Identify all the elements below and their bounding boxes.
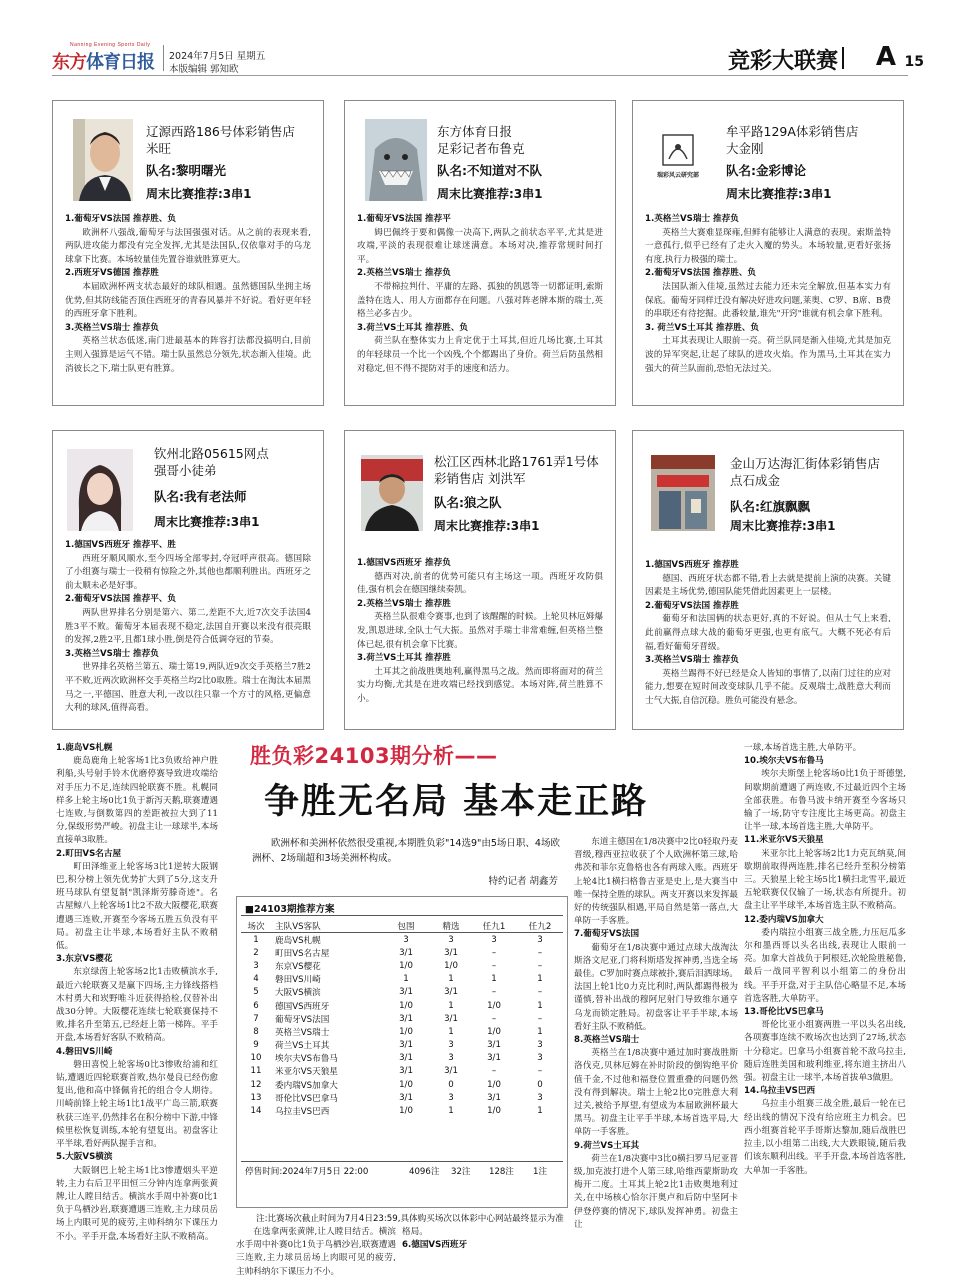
pick-heading: 1.德国VS西班牙 推荐负 [357, 558, 451, 568]
table-cell: 3/1 [399, 1040, 413, 1051]
match-text: 鹿岛鹿角上轮客场1比3负败给神户胜利船,头号射手铃木优磨停赛导致进攻端给对手压力不足,连续四轮联赛不胜。札幌同样多上轮主场0比1负于新泻天鹅,联赛遭遇七连败,与倒数第四的差距被拉大到了11分,保级形势严峻。初盘主让一球球半,本场直接单3取胜。 [56, 756, 218, 846]
table-cell: 7 [253, 1013, 259, 1024]
table-cell: 3/1 [399, 1092, 413, 1103]
match-cell: 德国VS西班牙 [275, 1001, 330, 1012]
weekend-recommendation: 周末比赛推荐:3串1 [154, 515, 260, 529]
table-row [241, 1052, 563, 1065]
match-heading: 2.町田VS名古屋 [56, 848, 122, 859]
match-heading: 9.荷兰VS土耳其 [574, 1140, 640, 1151]
table-cell: 3 [253, 960, 259, 971]
pick-text: 英格兰队很难令赛事,也到了该醒醒的时候。上轮贝林厄姆爆发,凯恩进球,全队士气大振。虽然对手瑞士非常难缠,但英格兰整体已起,很有机会拿下比赛。 [357, 612, 603, 650]
pick-heading: 3.荷兰VS土耳其 推荐胜 [357, 653, 451, 664]
shop-logo [645, 121, 711, 201]
page-number: 15 [904, 54, 924, 70]
pick-text: 英格兰状态低迷,南门进最基本的阵容打法都没搞明白,目前主则入强算是运气不错。瑞士队虽然总分领先,状态渐入佳境。此消彼长之下,瑞士队更有胜算。 [65, 336, 311, 374]
table-cell: 12 [250, 1079, 262, 1090]
match-heading: 7.葡萄牙VS法国 [574, 929, 640, 940]
team-name: 队名:红旗飘飘 [730, 499, 810, 514]
expert-box [52, 430, 324, 730]
pick-heading: 1.德国VS西班牙 推荐平、胜 [65, 540, 177, 550]
table-cell: 3/1 [487, 1040, 501, 1051]
weekend-recommendation: 周末比赛推荐:3串1 [726, 187, 832, 201]
pick-heading: 1.葡萄牙VS法国 推荐胜、负 [65, 214, 177, 224]
logo-part-b: 体育日报 [86, 52, 154, 73]
section-divider [842, 47, 844, 69]
match-heading: 13.哥伦比VS巴拿马 [744, 1007, 824, 1018]
feature-headline: 争胜无名局 基本走正路 [264, 781, 649, 822]
pick-heading: 2.葡萄牙VS法国 推荐胜、负 [645, 268, 757, 279]
column-header: 任九2 [528, 922, 552, 932]
match-heading: 5.大阪VS横滨 [56, 1152, 113, 1163]
table-cell: – [491, 960, 497, 971]
table-cell: 3 [448, 934, 454, 945]
table-cell: 1/0 [399, 1106, 413, 1117]
table-cell: 13 [250, 1092, 262, 1103]
expert-photo [365, 119, 427, 201]
table-cell: 3/1 [399, 947, 413, 958]
pick-heading: 2.葡萄牙VS法国 推荐胜 [645, 600, 739, 611]
expert-box [632, 430, 904, 730]
match-heading: 8.英格兰VS瑞士 [574, 1035, 640, 1046]
page-letter: A [875, 42, 896, 72]
match-text: 大阪钢巴上轮主场1比3惨遭烟头平逆转,主力右后卫平田恒三分钟内连拿两张黄牌,让人瞠目结舌。横滨水手周中补赛0比1负于鸟栖沙岩,联赛遭遇三连败,主力球员岳场上内眼可见的疲劳,主帅科纳尔下课压力不小。平手开盘,本场看好主队不败稍高。 [56, 1165, 218, 1242]
match-heading: 10.埃尔夫VS布鲁马 [744, 756, 824, 767]
table-cell: 1/0 [399, 960, 413, 971]
picks-table [241, 919, 563, 1118]
table-row [241, 1039, 563, 1052]
table-cell: 3/1 [487, 1092, 501, 1103]
table-cell: 1/0 [399, 1079, 413, 1090]
match-cell: 埃尔夫VS布鲁马 [275, 1054, 338, 1065]
pick-text: 英格兰踢得不好已经是众人皆知的事情了,以南门过往的应对能力,想要在短时间改变球队几乎不能。反观瑞士,战胜意大利而士气大振,自信沉稳。胜负可能没有悬念。 [645, 668, 891, 706]
expert-box [632, 100, 904, 406]
shop-name: 东方体育日报 [437, 124, 513, 139]
pick-text: 姆巴佩终于要和偶像一决高下,两队之前状态平平,尤其是进攻端,平淡的表现很难让球迷满意。本场对决,推荐常规时间打平。 [357, 227, 603, 265]
pick-text: 德国、西班牙状态都不错,看上去就是提前上演的决赛。关键因素是主场优势,德国队能凭借此因素更上一层楼。 [645, 573, 891, 598]
expert-photo [361, 455, 423, 531]
table-cell: 1/0 [487, 1106, 501, 1117]
shop-name: 金山万达海汇街体彩销售店 [730, 456, 881, 471]
match-text: 东道主德国在1/8决赛中2比0轻取丹麦晋级,穆西亚拉收获了个人欧洲杯第三球,哈弗茨和菲尔克鲁格也各有两球入账。西班牙上轮4比1横扫格鲁吉亚是史上,是大赛当中唯一保持全胜的球队。两支开赛以来发挥最好的传统强队相遇,平局自然是第一落点,大单防一手客胜。 [574, 837, 738, 927]
table-cell: 5 [253, 987, 259, 998]
table-row [241, 1012, 563, 1025]
team-name: 队名:我有老法师 [154, 489, 247, 504]
newspaper-logo [52, 42, 158, 72]
expert-box [344, 100, 616, 406]
table-cell: 1/0 [399, 1026, 413, 1037]
logo-chinese [52, 48, 154, 74]
table-cell: 0 [537, 1079, 543, 1090]
match-text: 荷兰在1/8决赛中3比0横扫罗马尼亚晋级,加克波打进个人第三球,哈维西蒙斯助攻梅开二度。土耳其上轮2比1击败奥地利过关,在中场核心恰尔汗奥卢和后防中坚阿卡伊登停赛的情况下,球队发挥神勇。初盘主让 [574, 1153, 738, 1230]
pick-list [645, 559, 891, 709]
match-heading: 1.鹿岛VS札幌 [56, 743, 113, 753]
shop-name: 辽源西路186号体彩销售店 [146, 124, 295, 139]
table-cell: 1/0 [444, 960, 458, 971]
match-heading: 6.德国VS西班牙 [402, 1240, 468, 1251]
shop-name: 松江区西林北路1761弄1号体彩销售店 刘洪军 [434, 454, 599, 486]
table-cell: 1/0 [399, 1000, 413, 1011]
pick-text: 葡萄牙和法国俩的状态更好,真的不好说。但从士气上来看,此前赢得点球大战的葡萄牙更强,也更有底气。大概不死必有后福,看好葡萄牙晋级。 [645, 614, 891, 652]
match-cell: 米亚尔VS天狼星 [275, 1067, 338, 1078]
continued-text: 格局。 [402, 1227, 428, 1237]
table-cell: – [491, 1066, 497, 1077]
expert-name: 强哥小徒弟 [154, 463, 217, 478]
table-cell: – [537, 960, 543, 971]
table-cell: – [537, 1013, 543, 1024]
match-cell: 荷兰VS土耳其 [275, 1041, 330, 1052]
pick-heading: 1.英格兰VS瑞士 推荐负 [645, 214, 739, 224]
bet-count: 128注 [489, 1167, 514, 1177]
pick-heading: 3.荷兰VS土耳其 推荐胜、负 [357, 322, 469, 333]
column-header: 包围 [397, 922, 415, 932]
weekend-recommendation: 周末比赛推荐:3串1 [146, 187, 252, 201]
pick-text: 英格兰大赛难显琛雍,但鲜有能够让人满意的表现。索斯盖特一意孤行,似乎已经有了走火入魔的势头。本场较量,更看好张扬有度,执行力极强的瑞士。 [645, 227, 891, 265]
pick-list [645, 213, 891, 376]
table-cell: 1 [448, 1000, 454, 1011]
pick-text: 德西对决,前者的优势可能只有主场这一项。西班牙攻防俱佳,强有机会在德国继续奏凯。 [357, 571, 603, 596]
table-cell: 3/1 [487, 1053, 501, 1064]
table-cell: 0 [448, 1079, 454, 1090]
table-row [241, 946, 563, 959]
match-heading: 12.委内瑞VS加拿大 [744, 914, 824, 925]
table-rule [241, 1161, 563, 1162]
match-heading: 14.乌拉圭VS巴西 [744, 1086, 816, 1097]
table-cell: – [537, 947, 543, 958]
masthead-divider [163, 45, 164, 71]
table-row [241, 986, 563, 999]
pick-heading: 3. 荷兰VS土耳其 推荐胜、负 [645, 322, 760, 333]
table-cell: 3 [403, 934, 409, 945]
table-cell: 10 [250, 1053, 262, 1064]
pick-list [357, 213, 603, 376]
match-text: 磐田喜悦上轮客场0比3惨败给浦和红钻,遭遇近四轮联赛首败,热尔曼良已经伤愈复出,他和高中锋佩肯托的组合令人期待。川崎前锋上轮主场1比1战平广岛三箭,联赛秋获三连平,仍然排名在积分榜中下游,中锋候里松恢复训练,本轮有望复出。初盘客让平半球,看好两队握手言和。 [56, 1059, 218, 1150]
match-heading: 4.磐田VS川崎 [56, 1046, 113, 1057]
team-name: 队名:金彩博论 [726, 163, 806, 178]
table-cell: – [491, 1013, 497, 1024]
table-row [241, 1078, 563, 1091]
table-cell: 1 [537, 1000, 543, 1011]
table-cell: 1 [403, 974, 409, 985]
table-cell: – [537, 1066, 543, 1077]
expert-photo [73, 119, 133, 201]
match-text: 英格兰在1/8决赛中通过加时赛战胜斯洛伐克,贝林厄姆在补时阶段的倒钩绝平价值千金,不过他和福登位置重叠的问题仍然没有得到解决。瑞士上轮2比0完胜意大利过关,被给予厚望,有望成为本届欧洲杯最大黑马。初盘主让平手半球,本场首选平局,大单防一手客胜。 [574, 1048, 738, 1138]
bet-count: 32注 [451, 1167, 471, 1177]
pick-text: 本届欧洲杯两支状态最好的球队相遇。虽然德国队坐拥主场优势,但其防线能否顶住西班牙的青春风暴并不好说。看好更年轻的西班牙拿下胜利。 [65, 281, 311, 320]
pick-list [357, 557, 603, 707]
table-row [241, 1065, 563, 1078]
issue-date: 2024年7月5日 星期五 [169, 51, 266, 62]
masthead [52, 40, 924, 76]
pick-text: 土耳其表现让人眼前一亮。荷兰队同是渐入佳境,尤其是加克波的异军突起,让起了球队的进攻火焰。作为黑马,土耳其在实力强大的荷兰队面前,恐怕无法过关。 [645, 336, 891, 374]
expert-photo [67, 449, 133, 531]
match-cell: 英格兰VS瑞士 [275, 1027, 330, 1038]
weekend-recommendation: 周末比赛推荐:3串1 [434, 519, 540, 533]
table-cell: 3/1 [444, 1013, 458, 1024]
table-footer [245, 1165, 565, 1177]
match-text: 东京绿茵上轮客场2比1击败横滨水手,最近六轮联赛又是赢下四场,主力锋线搭档木村勇大和崁野唯斗近获得拾检,仅替补出战30分钟。大阪樱花连续七轮联赛保持不败,排名升至第五,已经赶上第一梯阵。平手开盘,本场看好客队不败稍高。 [56, 967, 218, 1044]
table-cell: 9 [253, 1040, 259, 1051]
article-column-mid-right [574, 836, 738, 1266]
match-cell: 磐田VS川崎 [275, 975, 321, 986]
table-note: 注:比赛场次截止时间为7月4日23:59,具体购买场次以体彩中心网站最终显示为准 [256, 1214, 564, 1224]
pick-text: 西班牙顺风顺水,至今四场全部零封,夺冠呼声很高。德国除了小组赛与瑞士一役稍有惊险之外,其他也都顺利胜出。西班牙之前太顺未必是好事。 [65, 553, 311, 591]
table-header-row [241, 919, 563, 933]
pick-heading: 1.德国VS西班牙 推荐胜 [645, 560, 739, 570]
shop-photo [651, 455, 715, 531]
bet-count: 4096注 [409, 1167, 440, 1177]
table-cell: 1/0 [487, 1026, 501, 1037]
article-column-left [56, 742, 218, 1262]
expert-name: 米旺 [146, 141, 172, 156]
column-header: 精选 [442, 922, 460, 932]
section-title: 竞彩大联赛 [727, 48, 838, 74]
pick-list [65, 213, 311, 376]
table-cell: 1 [537, 1026, 543, 1037]
pick-heading: 2.英格兰VS瑞士 推荐负 [357, 268, 451, 279]
table-cell: 3 [448, 1092, 454, 1103]
sale-close-time: 停售时间:2024年7月5日 22:00 [245, 1167, 369, 1177]
pick-heading: 2.英格兰VS瑞士 推荐胜 [357, 598, 451, 609]
match-text: 乌拉圭小组赛三战全胜,最后一轮在已经出线的情况下没有给应班主力机会。巴西小组赛首轮平手哥斯达黎加,随后战胜巴拉圭,以小组第二出线,大大跌眼镜,随后我们该东顺利出线。平手开盘,本场首选客胜,大单加一手客胜。 [744, 1099, 906, 1176]
match-cell: 委内瑞VS加拿大 [275, 1080, 338, 1091]
feature-byline: 特约记者 胡鑫芳 [488, 876, 558, 887]
match-cell: 鹿岛VS札幌 [275, 935, 321, 946]
table-cell: 1 [491, 974, 497, 985]
table-row [241, 933, 563, 946]
continued-text: 一球,本场首选主胜,大单防平。 [744, 743, 862, 753]
table-cell: 3/1 [399, 1013, 413, 1024]
match-cell: 葡萄牙VS法国 [275, 1014, 330, 1025]
expert-box [52, 100, 324, 406]
table-cell: 3 [448, 1053, 454, 1064]
table-cell: 1 [448, 1026, 454, 1037]
table-title: ■24103期推荐方案 [245, 904, 335, 915]
table-cell: 8 [253, 1026, 259, 1037]
pick-text: 世界排名英格兰第五、瑞士第19,两队近9次交手英格兰7胜2平不败,近两次欧洲杯交手英格兰均2比0取胜。瑞士在淘汰本届黑马之一,平德国、胜意大利,一改以往只靠一个方寸的风格,更偏意大利的球风,值得高看。 [65, 662, 311, 714]
weekend-recommendation: 周末比赛推荐:3串1 [437, 187, 543, 201]
shop-name: 牟平路129A体彩销售店 [726, 124, 859, 139]
pick-heading: 3.英格兰VS瑞士 推荐负 [65, 648, 159, 659]
table-cell: 3/1 [444, 947, 458, 958]
weekend-recommendation: 周末比赛推荐:3串1 [730, 519, 836, 533]
team-name: 队名:黎明曙光 [146, 163, 226, 178]
table-cell: 3/1 [399, 1053, 413, 1064]
pick-text: 土耳其之前战胜奥地利,赢得黑马之战。然而即将面对的荷兰实力均衡,尤其是在进攻端已经找到感觉。本场对阵,荷兰胜算不小。 [357, 666, 603, 704]
match-text: 葡萄牙在1/8决赛中通过点球大战淘汰斯洛文尼亚,门将科斯塔发挥神勇,当选全场最佳。C罗加时赛点球被扑,赛后泪洒球场。法国上轮1比0力克比利时,两队都踢得极为谨慎,替补出战的穆阿尼射门导致维尔通亨乌龙而锁定胜局。初盘客让平手半球,本场看好主队不败稍低。 [574, 942, 738, 1032]
table-cell: 1 [448, 974, 454, 985]
article-column-mid [402, 1226, 562, 1266]
table-cell: 3 [537, 934, 543, 945]
page-editor: 本版编辑 郭知欧 [169, 64, 239, 75]
table-cell: 3 [537, 1053, 543, 1064]
table-cell: 1 [537, 1106, 543, 1117]
match-text: 哥伦比亚小组赛两胜一平以头名出线,各项赛事连续不败场次也达到了27场,状态十分稳定。巴拿马小组赛首轮不敌乌拉圭,随后连胜美国和玻利维亚,将东道主挤出八强。初盘主让一球半,本场首拔单3做胆。 [744, 1020, 906, 1084]
match-cell: 乌拉圭VS巴西 [275, 1107, 330, 1118]
table-cell: 3/1 [399, 987, 413, 998]
pick-heading: 1.葡萄牙VS法国 推荐平 [357, 214, 451, 224]
match-text: 埃尔夫斯堡上轮客场0比1负于哥德堡,间歇期前遭遇了两连败,不过最近四个主场全部获胜。布鲁马波卡纳开赛至今客场只输了一场,防守专注度比主场更高。初盘主让半一球,本场首选主胜,大单防平。 [744, 769, 906, 833]
logo-part-a: 东方 [52, 52, 86, 73]
table-cell: 3 [537, 1040, 543, 1051]
article-column-mid-left [236, 1226, 396, 1277]
table-cell: 3 [537, 1092, 543, 1103]
pick-list [65, 539, 311, 716]
table-cell: 1 [537, 974, 543, 985]
match-text: 委内瑞拉小组赛三战全胜,力压厄瓜多尔和墨西哥以头名出线,表现让人眼前一亮。加拿大首战负于阿根廷,次轮险胜秘鲁,最后一战同平智利以小组第二的身份出线。平手开盘,对于主队信心略显不足,本场首选客胜,大单防平。 [744, 927, 906, 1004]
table-row [241, 1104, 563, 1117]
feature-lead: 欧洲杯和美洲杯依然很受重视,本期胜负彩"14选9"由5场日职、4场欧洲杯、2场瑞超和3场美洲杯构成。 [252, 838, 560, 864]
match-text: 米亚尔比上轮客场2比1力克瓦纳莫,间歇期前取得两连胜,排名已经升至积分榜第三。天狼星上轮主场5比1横扫北雪平,最近五轮联赛仅仅输了一场,状态有所提升。初盘主让平半球半,本场首选主队不败稍高。 [744, 848, 906, 912]
match-cell: 大阪VS横滨 [275, 988, 321, 999]
table-cell: 11 [250, 1066, 262, 1077]
match-text: 町田泽维亚上轮客场3比1逆转大阪钢巴,积分榜上领先优势扩大到了5分,这支升班马球队有望复制"凯泽斯劳滕奇迹"。名古屋鲸八上轮客场1比2不敌大阪樱花,联赛遭遇三连败,开赛至今客场五胜五负没有平局。初盘主让半球,本场看好主队不败稍低。 [56, 861, 218, 952]
expert-name: 足彩记者布鲁克 [437, 141, 525, 156]
column-header: 任九1 [482, 922, 506, 932]
table-cell: 1 [253, 934, 259, 945]
pick-heading: 2.葡萄牙VS法国 推荐平、负 [65, 594, 177, 605]
logo-english: Nanning Evening Sports Daily [70, 42, 151, 48]
table-cell: 3/1 [444, 987, 458, 998]
match-text: 在选拿两张黄牌,让人瞠目结舌。横滨水手周中补赛0比1负于鸟栖沙岩,联赛遭遇三连败,主力球员岳场上肉眼可见的疲劳,主帅科纳尔下课压力不小。 [236, 1227, 396, 1277]
pick-text: 荷兰队在整体实力上肯定优于土耳其,但近几场比赛,土耳其的年轻球员一个比一个凶残,个个都踢出了身价。荷兰后防虽然相对稳定,但不得不提防对手的速度和活力。 [357, 336, 603, 374]
table-cell: – [491, 947, 497, 958]
expert-box [344, 430, 616, 730]
table-row [241, 1091, 563, 1104]
table-row [241, 959, 563, 972]
table-cell: 1/0 [487, 1079, 501, 1090]
table-cell: 1/0 [487, 1000, 501, 1011]
table-rule [241, 915, 563, 916]
expert-name: 点石成金 [730, 473, 781, 488]
pick-text: 不带棉拉判什、平庸的左路、孤独的凯恩等一切都证明,索斯盖特在选人、用人方面都存在问题。八强对阵老牌本斯的瑞士,英格兰必多吉少。 [357, 281, 603, 320]
match-cell: 町田VS名古屋 [275, 948, 330, 959]
team-name: 队名:狼之队 [434, 495, 502, 510]
logo-text: 瑞彩风云研究部 [656, 172, 699, 179]
team-name: 队名:不知道对不队 [437, 163, 542, 178]
match-cell: 哥伦比VS巴拿马 [275, 1093, 338, 1104]
recommendation-table [236, 896, 568, 1208]
table-cell: 4 [253, 974, 259, 985]
pick-text: 法国队渐入佳境,虽然过去能力还未完全解放,但基本实力有保底。葡萄牙同样迁没有解决好进攻问题,莱奥、C罗、B席、B费的串联还有待挖掘。此番较量,谁先"开窍"谁就有机会拿下胜利。 [645, 281, 891, 320]
column-header: 主队VS客队 [275, 922, 321, 932]
table-cell: 3/1 [399, 1066, 413, 1077]
expert-name: 大金刚 [726, 141, 764, 156]
table-row [241, 1025, 563, 1038]
table-cell: 14 [250, 1106, 262, 1117]
pick-heading: 3.英格兰VS瑞士 推荐负 [65, 322, 159, 333]
table-cell: – [537, 987, 543, 998]
table-cell: 3 [448, 1040, 454, 1051]
shop-name: 钦州北路05615网点 [154, 446, 269, 461]
pick-text: 欧洲杯八强战,葡萄牙与法国强强对话。从之前的表现来看,两队进攻能力都没有完全发挥,尤其是法国队,仅依靠对手的乌龙球拿下比赛。本场较量佳先置谷谁就胜算更大。 [65, 227, 311, 265]
table-row [241, 999, 563, 1012]
table-cell: 2 [253, 947, 259, 958]
table-cell: 6 [253, 1000, 259, 1011]
article-column-right [744, 742, 906, 1264]
table-cell: 3 [491, 934, 497, 945]
column-header: 场次 [247, 922, 265, 932]
table-cell: 3/1 [444, 1066, 458, 1077]
table-row [241, 973, 563, 986]
match-cell: 东京VS樱花 [275, 961, 321, 972]
table-cell: – [491, 987, 497, 998]
match-heading: 3.东京VS樱花 [56, 954, 113, 965]
table-cell: 1 [448, 1106, 454, 1117]
pick-heading: 2.西班牙VS德国 推荐胜 [65, 268, 159, 279]
match-heading: 11.米亚尔VS天狼星 [744, 835, 824, 846]
pick-text: 两队世界排名分别是第六、第二,差距不大,近7次交手法国4胜3平不败。葡萄牙本届表现不稳定,法国自开赛以来没有很亮眼的发挥,2胜2平,且都1球小胜,倒是符合低调夺冠的节奏。 [65, 607, 311, 646]
pick-heading: 3.英格兰VS瑞士 推荐负 [645, 655, 739, 666]
bet-count: 1注 [533, 1167, 548, 1177]
table-body [241, 933, 563, 1118]
feature-kicker: 胜负彩24103期分析—— [250, 744, 498, 768]
